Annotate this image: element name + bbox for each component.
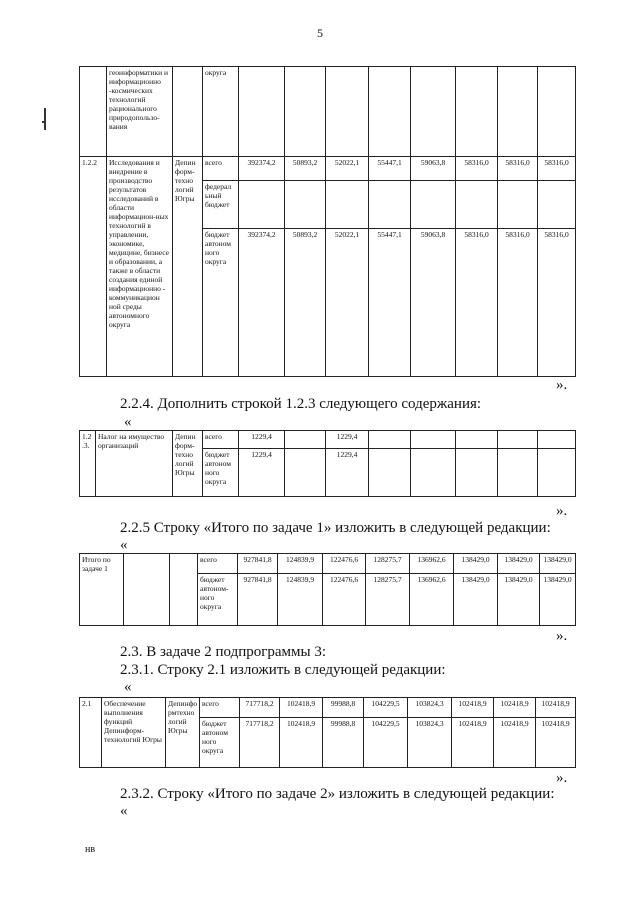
value-cell: 102418,9: [536, 698, 576, 718]
source-label: федерал ьный бюджет: [203, 181, 239, 229]
source-label: бюджет автоном ного округа: [203, 229, 239, 377]
value-cell: 1229,4: [326, 449, 369, 497]
row-number: 2.1: [80, 698, 102, 768]
measure-name: Исследования и внедрение в производство результатов исследований в области информацион-ных технологий в управлении, экономике, медицине, бизнесе и образовании, а также в области создания единой информационно - коммуникацион ной среды автономного округа: [107, 157, 173, 377]
section-heading: 2.3.1. Строку 2.1 изложить в следующей редакции:: [120, 662, 446, 678]
value-cell: 99988,8: [323, 718, 364, 768]
value-cell: 136962,6: [410, 574, 454, 626]
row-number: 1.2.2: [80, 157, 107, 377]
value-cell: 128275,7: [366, 554, 410, 574]
section-heading: 2.3. В задаче 2 подпрограммы 3:: [120, 644, 327, 660]
source-label: всего: [203, 157, 239, 181]
value-cell: 138429,0: [498, 574, 540, 626]
value-cell: 102418,9: [536, 718, 576, 768]
value-cell: 102418,9: [280, 698, 323, 718]
executor: Депин форм-техно логий Югры: [173, 431, 203, 497]
value-cell: 392374,2: [239, 157, 285, 181]
total-label: Итого по задаче 1: [80, 554, 124, 626]
table-row: [80, 157, 576, 181]
value-cell: 392374,2: [239, 229, 285, 377]
section-heading: 2.2.4. Дополнить строкой 1.2.3 следующего содержания:: [120, 396, 482, 412]
value-cell: 927841,8: [238, 574, 278, 626]
value-cell: 122476,6: [323, 554, 366, 574]
value-cell: 927841,8: [238, 554, 278, 574]
table-continued: [79, 66, 576, 377]
value-cell: 58316,0: [498, 229, 538, 377]
value-cell: 102418,9: [494, 718, 536, 768]
source-label: всего: [203, 431, 239, 449]
value-cell: 52022,1: [326, 229, 369, 377]
section-heading: 2.2.5 Строку «Итого по задаче 1» изложить в следующей редакции:: [120, 520, 551, 536]
task-name-continued: геоинформатики и информационно -космических технологий рационального природопользо-вания: [107, 67, 173, 157]
margin-mark: [44, 108, 46, 130]
value-cell: 58316,0: [456, 229, 498, 377]
value-cell: 1229,4: [239, 431, 285, 449]
measure-name: Налог на имущество организаций: [96, 431, 173, 497]
value-cell: 58316,0: [456, 157, 498, 181]
value-cell: 55447,1: [369, 157, 411, 181]
value-cell: 138429,0: [540, 554, 576, 574]
value-cell: 59063,8: [411, 229, 456, 377]
value-cell: 138429,0: [454, 574, 498, 626]
table-row: [80, 554, 576, 574]
table-row-2-1: [79, 697, 576, 768]
source-label: бюджет автоном ного округа: [200, 718, 240, 768]
source-label: бюджет автоном-ного округа: [198, 574, 238, 626]
value-cell: 138429,0: [454, 554, 498, 574]
value-cell: 59063,8: [411, 157, 456, 181]
value-cell: 124839,9: [278, 554, 323, 574]
opening-quote: «: [120, 803, 128, 819]
value-cell: 102418,9: [452, 718, 494, 768]
table-row: [80, 698, 576, 718]
value-cell: 50893,2: [285, 229, 326, 377]
source-label: всего: [198, 554, 238, 574]
value-cell: 104229,5: [364, 718, 408, 768]
value-cell: 55447,1: [369, 229, 411, 377]
value-cell: 104229,5: [364, 698, 408, 718]
opening-quote: «: [124, 414, 132, 430]
value-cell: 50893,2: [285, 157, 326, 181]
value-cell: 122476,6: [323, 574, 366, 626]
opening-quote: «: [120, 537, 128, 553]
table-total-task1: [79, 553, 576, 626]
table-row: [80, 431, 576, 449]
value-cell: 138429,0: [540, 574, 576, 626]
closing-quote: ».: [556, 503, 568, 519]
page-number: 5: [317, 26, 323, 40]
value-cell: 58316,0: [538, 157, 576, 181]
source-label: всего: [200, 698, 240, 718]
value-cell: 102418,9: [494, 698, 536, 718]
value-cell: 99988,8: [323, 698, 364, 718]
row-number: 1.2 .3.: [80, 431, 96, 497]
value-cell: 717718,2: [240, 718, 280, 768]
measure-name: Обеспечение выполнения функций Депинформ-технологий Югры: [102, 698, 166, 768]
opening-quote: «: [124, 679, 132, 695]
source-label: бюджет автоном ного округа: [203, 449, 239, 497]
value-cell: 124839,9: [278, 574, 323, 626]
value-cell: 52022,1: [326, 157, 369, 181]
value-cell: 103824,3: [408, 718, 452, 768]
value-cell: 58316,0: [538, 229, 576, 377]
closing-quote: ».: [556, 628, 568, 644]
closing-quote: ».: [556, 770, 568, 786]
footer-initials: нв: [85, 844, 96, 855]
value-cell: 128275,7: [366, 574, 410, 626]
section-heading: 2.3.2. Строку «Итого по задаче 2» изложить в следующей редакции:: [120, 786, 555, 802]
table-row: [80, 67, 576, 157]
value-cell: 138429,0: [498, 554, 540, 574]
value-cell: 717718,2: [240, 698, 280, 718]
value-cell: 1229,4: [239, 449, 285, 497]
closing-quote: ».: [556, 377, 568, 393]
value-cell: 103824,3: [408, 698, 452, 718]
value-cell: 102418,9: [452, 698, 494, 718]
value-cell: 136962,6: [410, 554, 454, 574]
value-cell: 102418,9: [280, 718, 323, 768]
table-new-row: [79, 430, 576, 497]
value-cell: 58316,0: [498, 157, 538, 181]
source-label: округа: [203, 67, 239, 157]
margin-mark-tick: [42, 121, 46, 123]
executor: Депинфо рмтехно логий Югры: [166, 698, 200, 768]
executor: Депин форм-техно логий Югры: [173, 157, 203, 377]
value-cell: 1229,4: [326, 431, 369, 449]
